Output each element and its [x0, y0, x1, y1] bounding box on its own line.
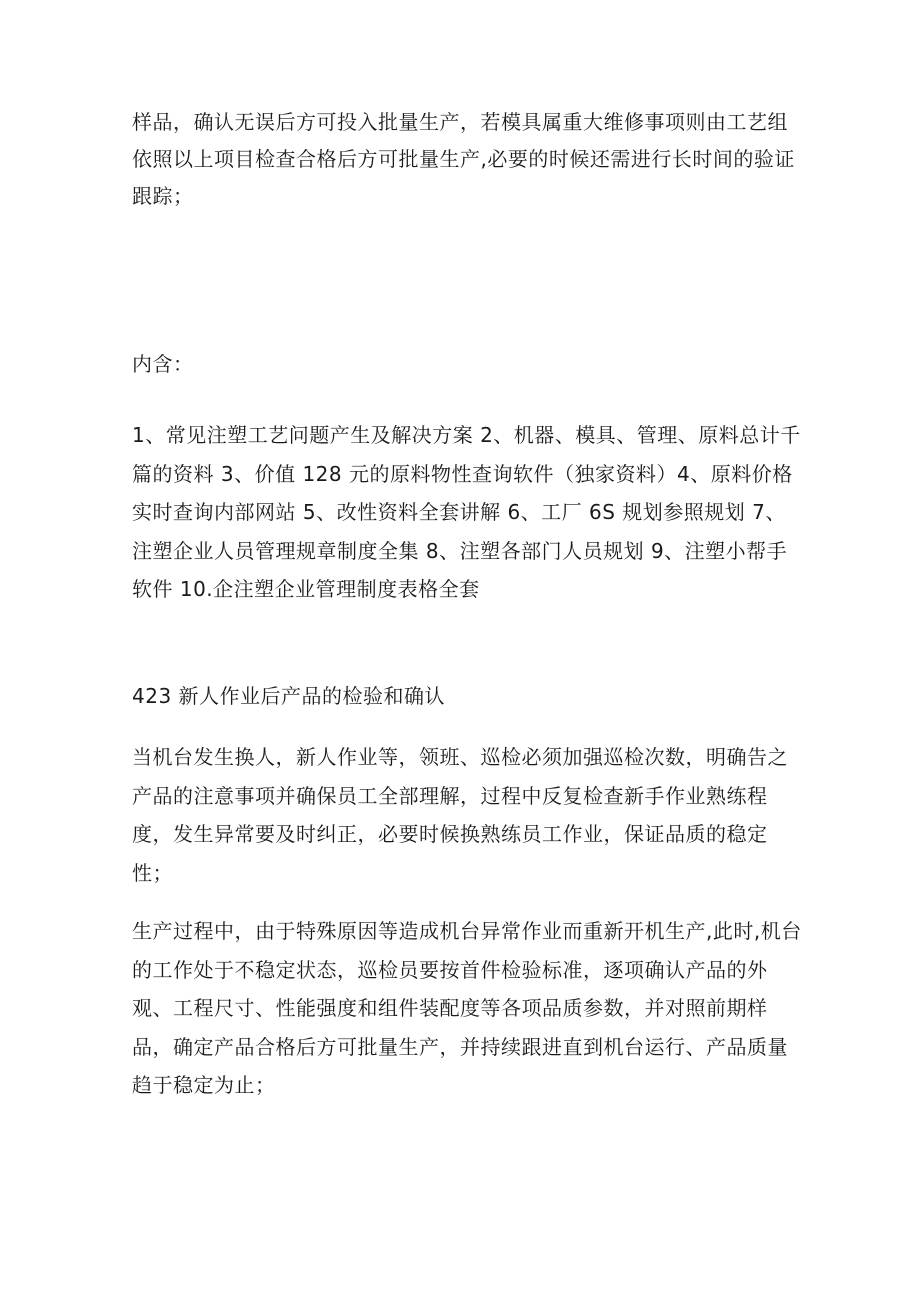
paragraph-contents-label: 内含： — [132, 352, 194, 376]
paragraph-restart-inspection: 生产过程中，由于特殊原因等造成机台异常作业而重新开机生产,此时,机台的工作处于不稳定状态，巡检员要按首件检验标准，逐项确认产品的外观、工程尺寸、性能强度和组件装配度等各项品质参数，并对照前期样品，确定产品合格后方可批量生产，并持续跟进直到机台运行、产品质量趋于稳定为止； — [132, 919, 802, 1097]
paragraph-contents-list: 1、常见注塑工艺问题产生及解决方案 2、机器、模具、管理、原料总计千篇的资料 3、价值 128 元的原料物性查询软件（独家资料）4、原料价格实时查询内部网站 5、改性资料全套讲解 6、工厂 6S 规划参照规划 7、注塑企业人员管理规章制度全集 8、注塑各部门人员规划 9、注塑小帮手软件 10.企注塑企业管理制度表格全套 — [132, 423, 801, 601]
paragraph-mold-repair-verification: 样品，确认无误后方可投入批量生产，若模具属重大维修事项则由工艺组依照以上项目检查合格后方可批量生产,必要的时候还需进行长时间的验证跟踪； — [132, 110, 795, 208]
section-heading-423: 423 新人作业后产品的检验和确认 — [132, 684, 446, 708]
paragraph-new-operator-inspection: 当机台发生换人，新人作业等，领班、巡检必须加强巡检次数，明确告之产品的注意事项并确保员工全部理解，过程中反复检查新手作业熟练程度，发生异常要及时纠正，必要时候换熟练员工作业，保证品质的稳定性； — [132, 745, 788, 885]
